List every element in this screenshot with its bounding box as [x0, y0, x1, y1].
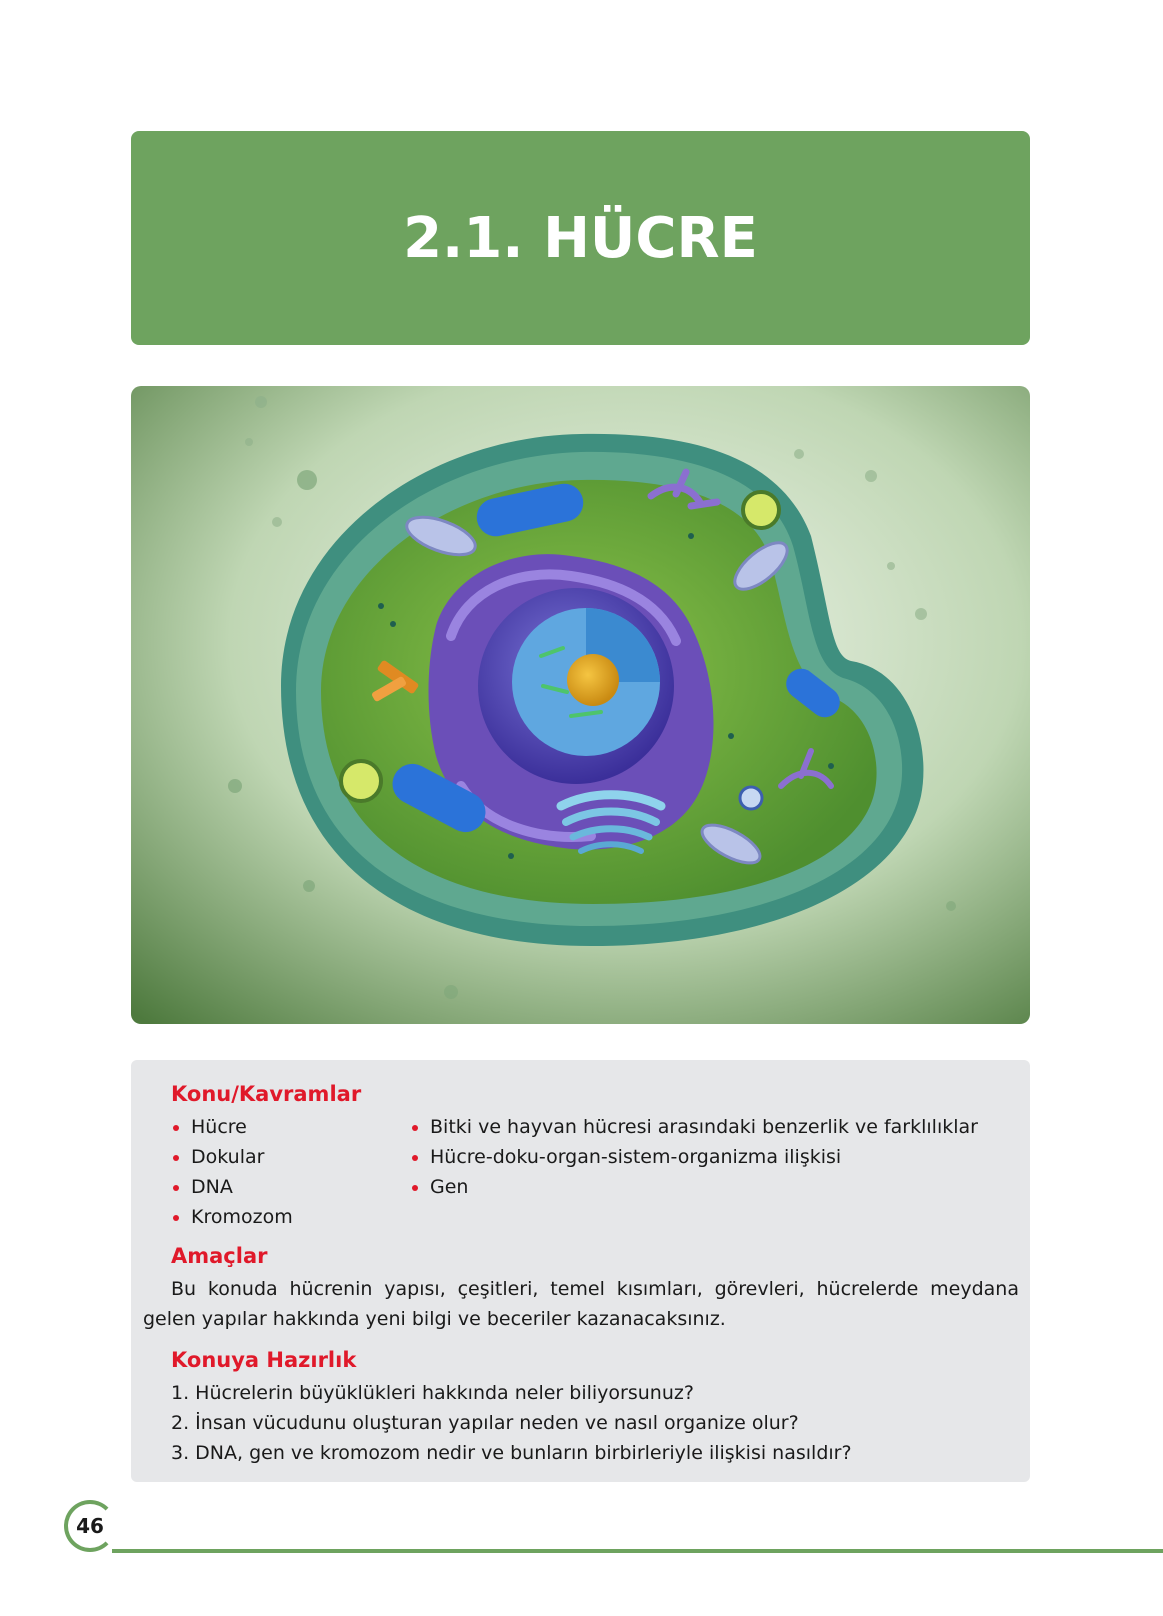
list-item: Gen: [410, 1172, 978, 1202]
list-item: 1. Hücrelerin büyüklükleri hakkında neler biliyorsunuz?: [171, 1382, 694, 1404]
amaclar-text: Bu konuda hücrenin yapısı, çeşitleri, temel kısımları, görevleri, hücrelerde meydana gelen yapılar hakkında yeni bilgi ve beceriler kazanacaksınız.: [143, 1278, 1019, 1330]
list-item: 2. İnsan vücudunu oluşturan yapılar neden ve nasıl organize olur?: [171, 1412, 799, 1434]
konu-left-list: [171, 1112, 293, 1232]
list-item: Dokular: [171, 1142, 293, 1172]
list-item: Kromozom: [171, 1202, 293, 1232]
list-item: Hücre-doku-organ-sistem-organizma ilişkisi: [410, 1142, 978, 1172]
list-item: 3. DNA, gen ve kromozom nedir ve bunların birbirleriyle ilişkisi nasıldır?: [171, 1442, 852, 1464]
info-box: [131, 1060, 1030, 1482]
page-title: 2.1. HÜCRE: [403, 205, 758, 271]
list-item: Hücre: [171, 1112, 293, 1142]
hazirlik-heading: Konuya Hazırlık: [171, 1348, 357, 1372]
hazirlik-questions: [171, 1378, 852, 1468]
konu-heading: Konu/Kavramlar: [171, 1082, 362, 1106]
konu-right-list: [410, 1112, 978, 1202]
list-item: DNA: [171, 1172, 293, 1202]
amaclar-heading: Amaçlar: [171, 1244, 268, 1268]
cell-illustration: [131, 386, 1030, 1024]
animal-cell-icon: [131, 386, 1030, 1024]
footer-divider: [112, 1549, 1163, 1553]
title-banner: [131, 131, 1030, 345]
list-item: Bitki ve hayvan hücresi arasındaki benzerlik ve farklılıklar: [410, 1112, 978, 1142]
page-number: 46: [64, 1500, 116, 1552]
